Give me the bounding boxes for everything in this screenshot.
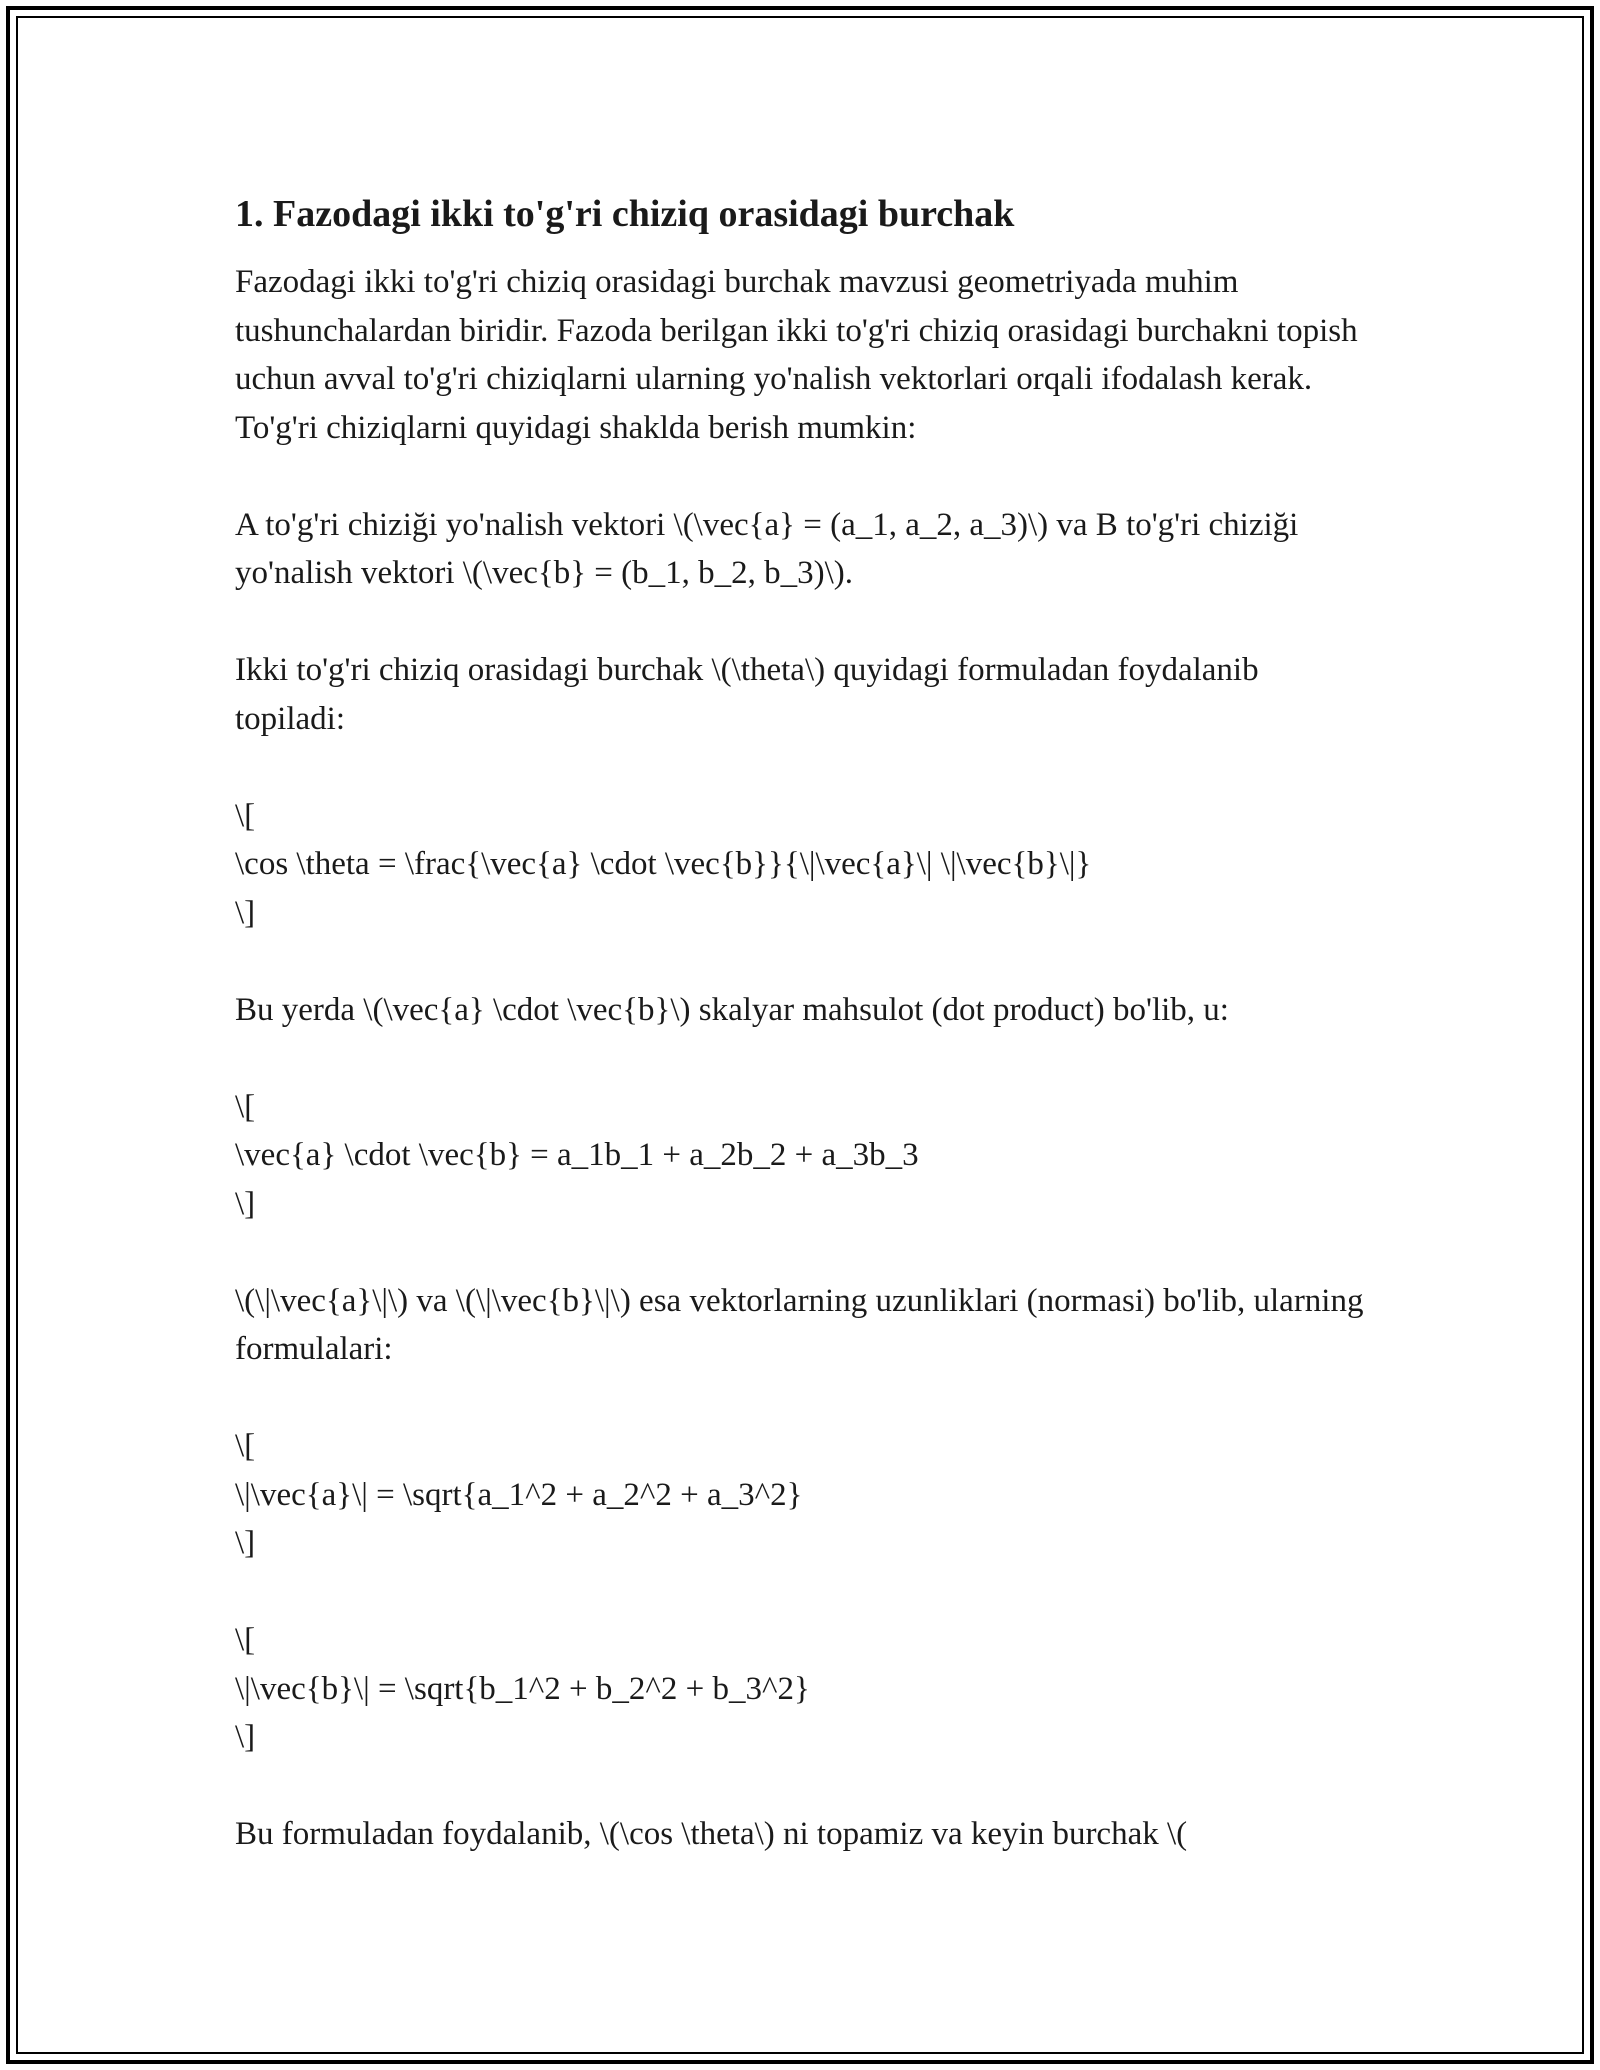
formula-body: \|\vec{a}\| = \sqrt{a_1^2 + a_2^2 + a_3^2} — [235, 1476, 803, 1513]
formula-close: \] — [235, 1719, 256, 1755]
formula-dot — [235, 1083, 1365, 1229]
angle-intro-paragraph: Ikki to'g'ri chiziq orasidagi burchak \(\theta\) quyidagi formuladan foydalanib topiladi: — [235, 652, 1259, 737]
formula-close: \] — [235, 1185, 256, 1222]
vectors-paragraph: A to'g'ri chiziği yo'nalish vektori \(\vec{a} = (a_1, a_2, a_3)\) va B to'g'ri chiziği yo'nalish vektori \(\vec{b} = (b_1, b_2, b_3)\). — [235, 506, 1299, 591]
section-heading: 1. Fazodagi ikki to'g'ri chiziq orasidagi burchak — [235, 193, 1015, 235]
formula-close: \] — [235, 1525, 256, 1561]
formula-norm-b — [235, 1616, 1365, 1762]
formula-open: \[ — [235, 1088, 256, 1125]
formula-open: \[ — [235, 1622, 256, 1658]
formula-body: \|\vec{b}\| = \sqrt{b_1^2 + b_2^2 + b_3^2} — [235, 1670, 810, 1707]
formula-close: \] — [235, 894, 256, 931]
formula-body: \cos \theta = \frac{\vec{a} \cdot \vec{b}}{\|\vec{a}\| \|\vec{b}\|} — [235, 846, 1092, 882]
norm-intro-paragraph: \(\|\vec{a}\|\) va \(\|\vec{b}\|\) esa vektorlarning uzunliklari (normasi) bo'lib, ularning formulalari: — [235, 1282, 1364, 1367]
formula-body: \vec{a} \cdot \vec{b} = a_1b_1 + a_2b_2 + a_3b_3 — [235, 1137, 919, 1173]
formula-open: \[ — [235, 797, 256, 834]
closing-paragraph: Bu formuladan foydalanib, \(\cos \theta\) ni topamiz va keyin burchak \( — [235, 1816, 1188, 1852]
formula-norm-a — [235, 1422, 1365, 1568]
formula-open: \[ — [235, 1428, 256, 1464]
dot-intro-paragraph: Bu yerda \(\vec{a} \cdot \vec{b}\) skalyar mahsulot (dot product) bo'lib, u: — [235, 991, 1229, 1028]
formula-cos — [235, 792, 1365, 938]
document-body — [235, 188, 1365, 1859]
intro-paragraph: Fazodagi ikki to'g'ri chiziq orasidagi burchak mavzusi geometriyada muhim tushunchalardan biridir. Fazoda berilgan ikki to'g'ri chiziq orasidagi burchakni topish uchun avval to'g'ri chiziqlarni ularning yo'nalish vektorlari orqali ifodalash kerak. To'g'ri chiziqlarni quyidagi shaklda berish mumkin: — [235, 264, 1358, 446]
